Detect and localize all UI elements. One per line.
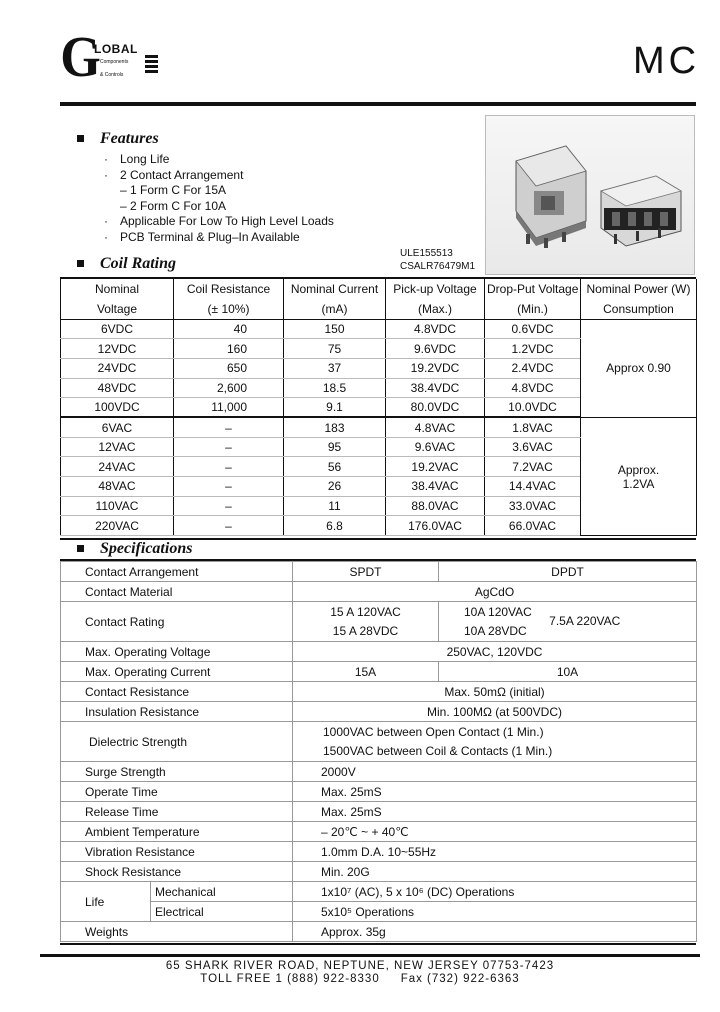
- cell: 6VAC: [61, 417, 174, 437]
- cell: 48VAC: [61, 477, 174, 497]
- table-row: [61, 562, 697, 582]
- cell: 24VDC: [61, 358, 174, 378]
- dielectric-line: 1000VAC between Open Contact (1 Min.): [323, 724, 544, 739]
- spec-value: AgCdO: [293, 582, 697, 602]
- features-list: [104, 152, 334, 245]
- cell: 11,000: [174, 398, 284, 418]
- cell: 650: [174, 358, 284, 378]
- relay-photo: [485, 115, 695, 275]
- cell: –: [174, 477, 284, 497]
- cell: 0.6VDC: [485, 319, 581, 339]
- spec-label: Contact Rating: [61, 602, 293, 642]
- ul-certification: ULE155513: [400, 248, 453, 259]
- cell: 24VAC: [61, 457, 174, 477]
- spec-label: Weights: [61, 922, 293, 942]
- spec-label: Contact Resistance: [61, 682, 293, 702]
- spec-value: Approx. 35g: [293, 922, 697, 942]
- table-row: [61, 662, 697, 682]
- cell: 3.6VAC: [485, 437, 581, 457]
- cell: 1.2VDC: [485, 339, 581, 359]
- cell: 9.6VDC: [386, 339, 485, 359]
- cell: 11: [284, 496, 386, 516]
- spec-value: DPDT: [439, 562, 697, 582]
- table-row: [61, 882, 697, 902]
- cell: 4.8VAC: [386, 417, 485, 437]
- spec-value: 1x10⁷ (AC), 5 x 10⁶ (DC) Operations: [293, 882, 697, 902]
- table-row: [61, 762, 697, 782]
- feature-item: · 2 Contact Arrangement: [104, 167, 244, 182]
- ac-power-line: 1.2VA: [622, 476, 655, 491]
- cell: –: [174, 457, 284, 477]
- spec-label: Ambient Temperature: [61, 822, 293, 842]
- table-header-row: [61, 299, 697, 319]
- feature-item: · PCB Terminal & Plug–In Available: [104, 229, 300, 244]
- logo-subtitle-1: Components: [100, 59, 129, 65]
- table-row: [61, 722, 697, 762]
- table-row: [61, 862, 697, 882]
- cell: 160: [174, 339, 284, 359]
- spec-value: – 20℃ ~ + 40℃: [293, 822, 697, 842]
- spec-label: Vibration Resistance: [61, 842, 293, 862]
- coil-rating-table: [60, 279, 697, 536]
- coil-rating-heading: Coil Rating: [77, 255, 176, 273]
- cell: 7.2VAC: [485, 457, 581, 477]
- cell: 95: [284, 437, 386, 457]
- cell: 33.0VAC: [485, 496, 581, 516]
- spec-label: Max. Operating Voltage: [61, 642, 293, 662]
- col-header: (mA): [284, 299, 386, 319]
- spec-label: Release Time: [61, 802, 293, 822]
- cell: 66.0VAC: [485, 516, 581, 536]
- spec-value: Max. 25mS: [293, 782, 697, 802]
- cell: 19.2VDC: [386, 358, 485, 378]
- cell: –: [174, 417, 284, 437]
- square-bullet-icon: [77, 260, 84, 267]
- cell: 2,600: [174, 378, 284, 398]
- cell: 40: [174, 319, 284, 339]
- feature-item: – 1 Form C For 15A: [120, 183, 227, 197]
- cell: 220VAC: [61, 516, 174, 536]
- spec-label: Operate Time: [61, 782, 293, 802]
- cell: 6VDC: [61, 319, 174, 339]
- spec-value: SPDT: [293, 562, 439, 582]
- col-header: (Max.): [386, 299, 485, 319]
- rating-line: 15 A 28VDC: [332, 623, 399, 638]
- table-row: [61, 682, 697, 702]
- model-title: MC: [633, 40, 701, 82]
- cell: 38.4VAC: [386, 477, 485, 497]
- rating-line: 15 A 120VAC: [330, 604, 401, 619]
- spec-label: Life: [61, 882, 151, 922]
- table-row: [61, 602, 697, 642]
- cell: 110VAC: [61, 496, 174, 516]
- spec-label: Contact Arrangement: [61, 562, 293, 582]
- logo-g-letter: G: [60, 24, 101, 89]
- cell: 176.0VAC: [386, 516, 485, 536]
- table-row: [61, 902, 697, 922]
- cell: –: [174, 437, 284, 457]
- footer-address: 65 SHARK RIVER ROAD, NEPTUNE, NEW JERSEY 07753-7423: [165, 960, 555, 972]
- spec-label: Surge Strength: [61, 762, 293, 782]
- cell: 48VDC: [61, 378, 174, 398]
- cell: 37: [284, 358, 386, 378]
- feature-item: – 2 Form C For 10A: [120, 198, 227, 213]
- cell: 9.1: [284, 398, 386, 418]
- feature-item: · Applicable For Low To High Level Loads: [104, 214, 334, 228]
- spec-value: [293, 602, 439, 642]
- square-bullet-icon: [77, 545, 84, 552]
- cell: 4.8VDC: [386, 319, 485, 339]
- col-header: Voltage: [61, 299, 174, 319]
- logo-subtitle-2: & Controls: [100, 72, 124, 78]
- spec-value: Max. 50mΩ (initial): [293, 682, 697, 702]
- rating-line: 10A 120VAC: [464, 604, 532, 619]
- cell: 38.4VDC: [386, 378, 485, 398]
- table-row: [61, 642, 697, 662]
- cell: 9.6VAC: [386, 437, 485, 457]
- cell: 6.8: [284, 516, 386, 536]
- specifications-heading: Specifications: [77, 540, 192, 558]
- cell: 100VDC: [61, 398, 174, 418]
- cell: 14.4VAC: [485, 477, 581, 497]
- logo-wordmark: LOBAL: [94, 42, 138, 56]
- cell: 2.4VDC: [485, 358, 581, 378]
- header-divider: [60, 102, 696, 106]
- table-row: [61, 782, 697, 802]
- col-header: Coil Resistance: [174, 279, 284, 299]
- features-heading: Features: [77, 130, 159, 148]
- table-row: [61, 319, 697, 339]
- spec-label: Dielectric Strength: [61, 722, 293, 762]
- spec-label: Max. Operating Current: [61, 662, 293, 682]
- cell: 18.5: [284, 378, 386, 398]
- feature-item: · Long Life: [104, 152, 170, 166]
- footer-rule: [40, 954, 700, 957]
- table-row: [61, 922, 697, 942]
- cell: 12VDC: [61, 339, 174, 359]
- csa-certification: CSALR76479M1: [400, 261, 476, 272]
- cell: 75: [284, 339, 386, 359]
- spec-label: Shock Resistance: [61, 862, 293, 882]
- spec-value: Max. 25mS: [293, 802, 697, 822]
- spec-value: 10A: [439, 662, 697, 682]
- cell: –: [174, 496, 284, 516]
- table-row: [61, 802, 697, 822]
- spec-value: 2000V: [293, 762, 697, 782]
- table-row: [61, 702, 697, 722]
- cell: 4.8VDC: [485, 378, 581, 398]
- cell: 183: [284, 417, 386, 437]
- col-header: Drop-Put Voltage: [485, 279, 581, 299]
- spec-value: [439, 602, 697, 642]
- relay-illustration: [486, 116, 695, 275]
- logo-bars: [145, 55, 158, 75]
- spec-value: 250VAC, 120VDC: [293, 642, 697, 662]
- col-header: (± 10%): [174, 299, 284, 319]
- spec-sublabel: Electrical: [151, 902, 293, 922]
- cell: 150: [284, 319, 386, 339]
- dielectric-line: 1500VAC between Coil & Contacts (1 Min.): [323, 743, 553, 758]
- spec-sublabel: Mechanical: [151, 882, 293, 902]
- table-row: [61, 822, 697, 842]
- col-header: Pick-up Voltage: [386, 279, 485, 299]
- table-row: [61, 582, 697, 602]
- spec-bottom-rule: [60, 943, 696, 945]
- spec-value: 15A: [293, 662, 439, 682]
- cell: 56: [284, 457, 386, 477]
- spec-value: 1.0mm D.A. 10~55Hz: [293, 842, 697, 862]
- cell: 19.2VAC: [386, 457, 485, 477]
- col-header: Nominal Current: [284, 279, 386, 299]
- square-bullet-icon: [77, 135, 84, 142]
- rating-line: 10A 28VDC: [464, 623, 527, 638]
- table-row: [61, 417, 697, 437]
- cell: 88.0VAC: [386, 496, 485, 516]
- spec-value: Min. 20G: [293, 862, 697, 882]
- spec-label: Insulation Resistance: [61, 702, 293, 722]
- ac-power-line: Approx.: [617, 462, 660, 477]
- spec-value: Min. 100MΩ (at 500VDC): [293, 702, 697, 722]
- col-header: Consumption: [581, 299, 697, 319]
- col-header: Nominal Power (W): [581, 279, 697, 299]
- spec-value: 5x10⁵ Operations: [293, 902, 697, 922]
- rating-line: 7.5A 220VAC: [549, 614, 621, 628]
- cell: 10.0VDC: [485, 398, 581, 418]
- cell: 26: [284, 477, 386, 497]
- table-row: [61, 842, 697, 862]
- cell: 1.8VAC: [485, 417, 581, 437]
- cell: –: [174, 516, 284, 536]
- dc-power-cell: Approx 0.90: [581, 319, 697, 417]
- table-header-row: [61, 279, 697, 299]
- specifications-table: [60, 561, 697, 942]
- ac-power-cell: [581, 417, 697, 535]
- footer-phones: TOLL FREE 1 (888) 922-8330 Fax (732) 922-6363: [200, 973, 520, 985]
- cell: 80.0VDC: [386, 398, 485, 418]
- cell: 12VAC: [61, 437, 174, 457]
- col-header: (Min.): [485, 299, 581, 319]
- col-header: Nominal: [61, 279, 174, 299]
- spec-value: [293, 722, 697, 762]
- spec-label: Contact Material: [61, 582, 293, 602]
